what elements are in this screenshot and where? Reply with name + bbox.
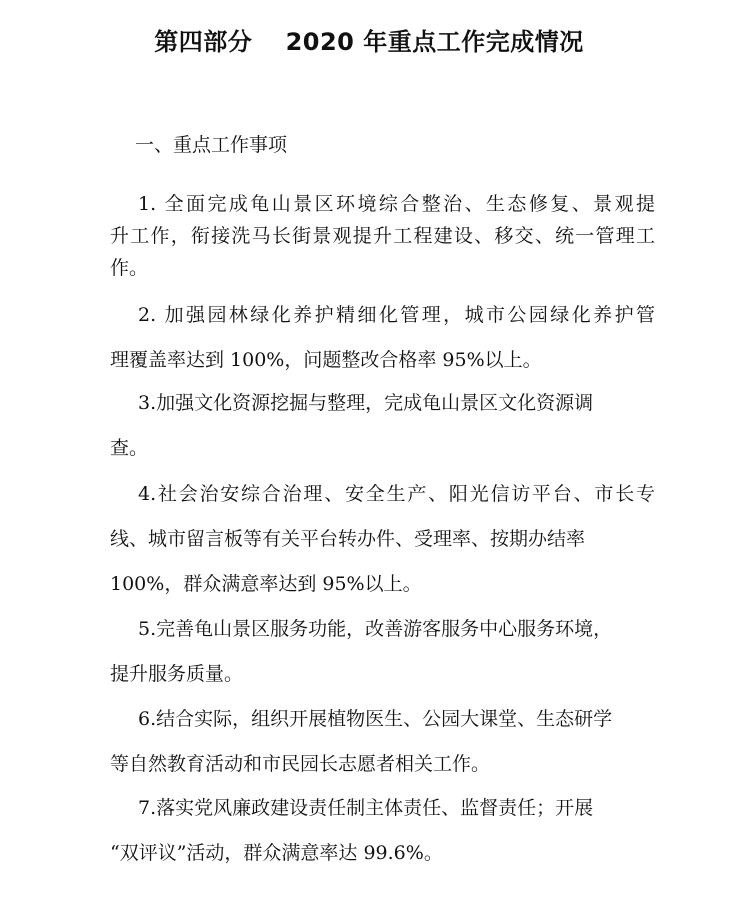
work-item-line: 提升服务质量。 bbox=[110, 663, 244, 685]
work-item-line: 7.落实党风廉政建设责任制主体责任、监督责任；开展 bbox=[138, 797, 594, 819]
work-item-1 bbox=[110, 188, 655, 284]
work-item-line: 5.完善龟山景区服务功能，改善游客服务中心服务环境， bbox=[138, 618, 613, 640]
work-item-line: 升工作，衔接洗马长街景观提升工程建设、移交、统一管理工 bbox=[110, 225, 655, 247]
work-item-5 bbox=[110, 607, 655, 697]
work-item-2 bbox=[110, 293, 655, 383]
work-item-7 bbox=[110, 786, 655, 876]
work-item-line: 6.结合实际，组织开展植物医生、公园大课堂、生态研学 bbox=[138, 708, 613, 730]
work-item-line: 线、城市留言板等有关平台转办件、受理率、按期办结率 bbox=[110, 528, 586, 550]
work-item-4 bbox=[110, 472, 655, 607]
work-item-6 bbox=[110, 697, 655, 787]
work-item-line: 3.加强文化资源挖掘与整理，完成龟山景区文化资源调 bbox=[138, 392, 594, 414]
work-item-line: “双评议”活动，群众满意率达 99.6%。 bbox=[110, 842, 443, 864]
work-item-line: 1. 全面完成龟山景区环境综合整治、生态修复、景观提 bbox=[138, 193, 655, 215]
work-item-line: 2. 加强园林绿化养护精细化管理，城市公园绿化养护管 bbox=[138, 304, 655, 326]
work-item-line: 100%，群众满意率达到 95%以上。 bbox=[110, 573, 422, 595]
work-item-line: 理覆盖率达到 100%，问题整改合格率 95%以上。 bbox=[110, 349, 542, 371]
document-title: 第四部分 2020 年重点工作完成情况 bbox=[154, 28, 584, 56]
work-item-line: 查。 bbox=[110, 437, 149, 459]
work-item-3 bbox=[110, 381, 655, 471]
work-item-line: 4.社会治安综合治理、安全生产、阳光信访平台、市长专 bbox=[138, 483, 655, 505]
section-heading: 一、重点工作事项 bbox=[135, 134, 288, 156]
work-item-line: 作。 bbox=[110, 257, 149, 279]
work-item-line: 等自然教育活动和市民园长志愿者相关工作。 bbox=[110, 753, 491, 775]
